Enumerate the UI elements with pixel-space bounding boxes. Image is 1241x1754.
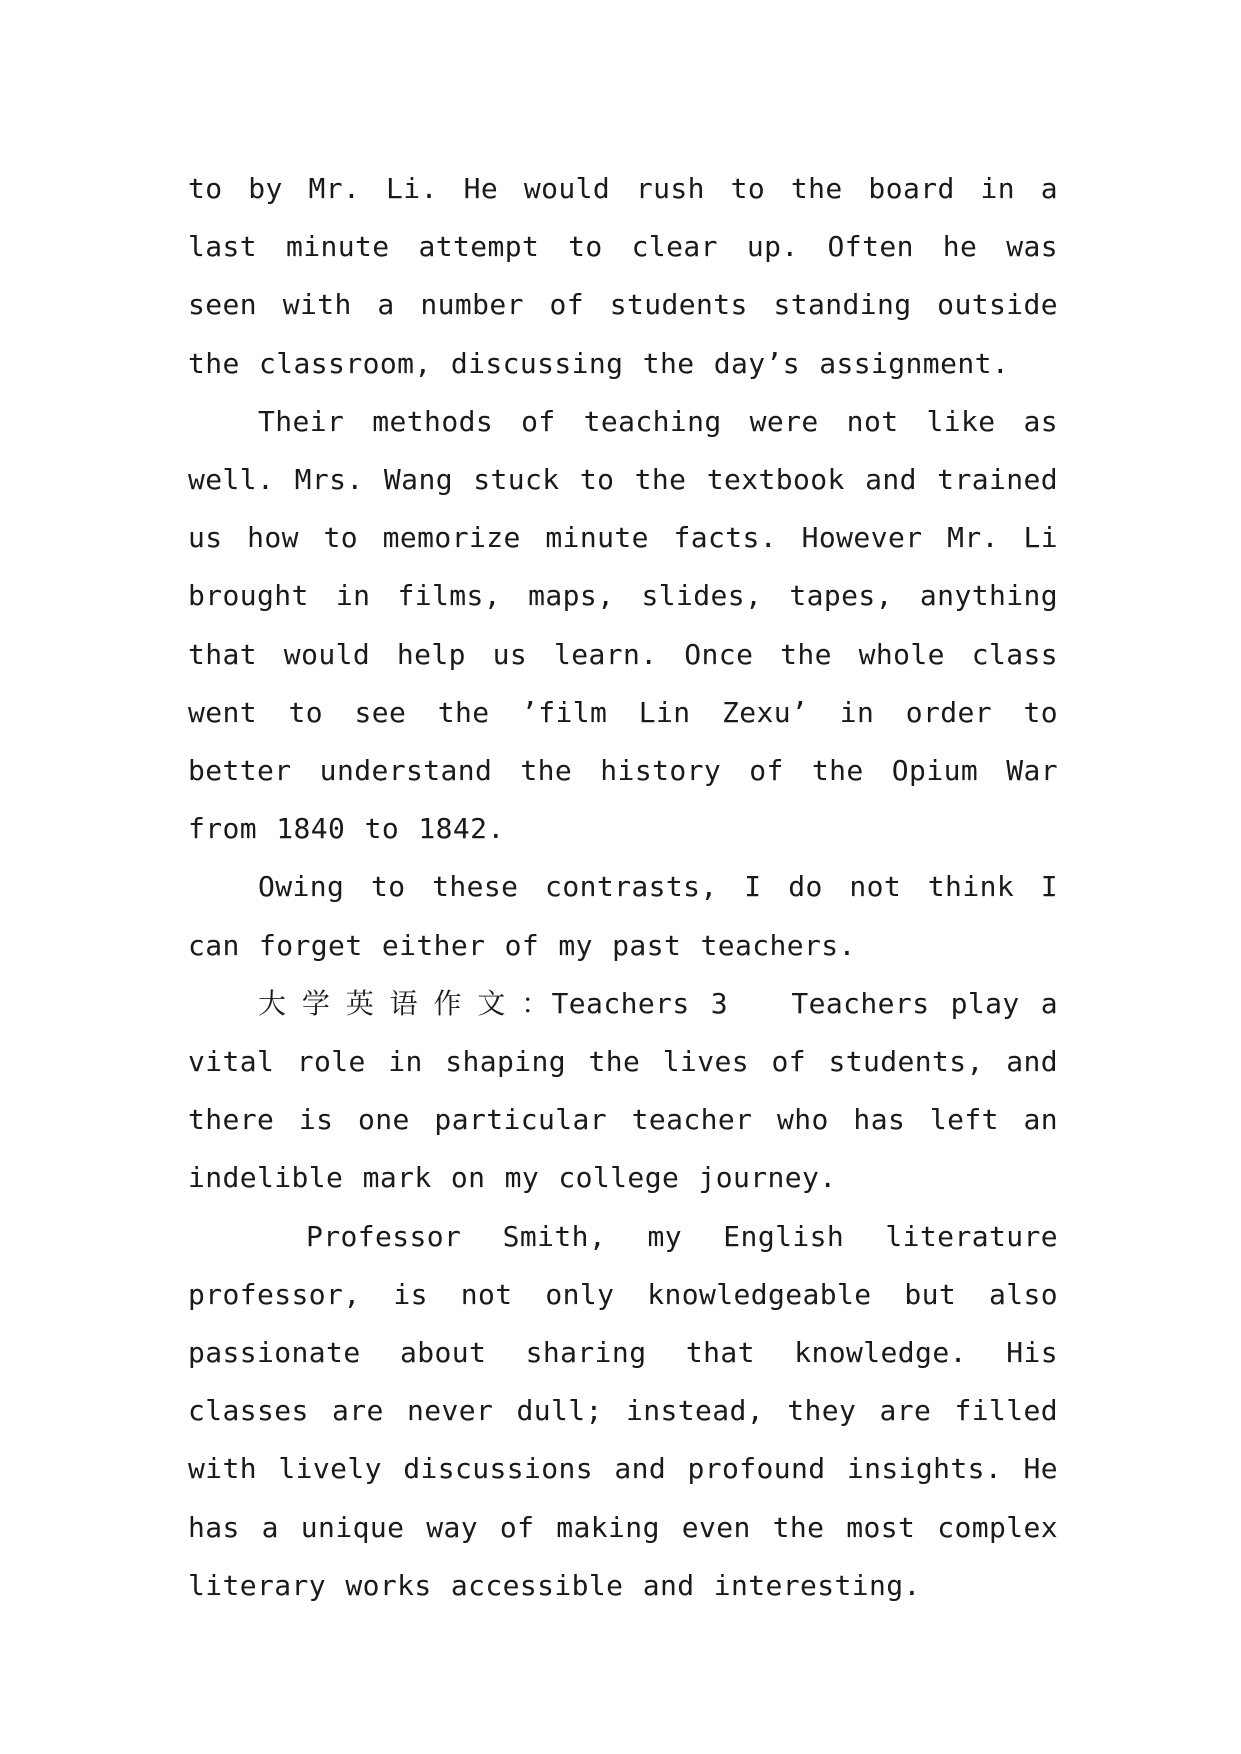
document-body [188,160,1078,1615]
essay-heading: 大学英语作文 [258,986,522,1020]
paragraph-3: Owing to these contrasts, I do not think I can forget either of my past teachers. [188,870,1058,962]
paragraph-4-text: ：Teachers 3 Teachers play a vital role in shaping the lives of students, and there is one particular teacher who has left an indelible mark on my college journey. [188,986,1078,1195]
paragraph-5: Professor Smith, my English literature professor, is not only knowledgeable but also passionate about sharing that knowledge. His classes are never dull; instead, they are filled with lively discussions and profound insights. He has a unique way of making even the most complex literary works accessible and interesting. [188,1219,1058,1602]
paragraph-1: to by Mr. Li. He would rush to the board in a last minute attempt to clear up. Often he was seen with a number of students standing outside the classroom, discussing the day’s assignment. [188,172,1058,380]
paragraph-4 [188,975,1078,1208]
paragraph-2: Their methods of teaching were not like as well. Mrs. Wang stuck to the textbook and trained us how to memorize minute facts. However Mr. Li brought in films, maps, slides, tapes, anything that would help us learn. Once the whole class went to see the ’film Lin Zexu’ in order to better understand the history of the Opium War from 1840 to 1842. [188,404,1058,846]
